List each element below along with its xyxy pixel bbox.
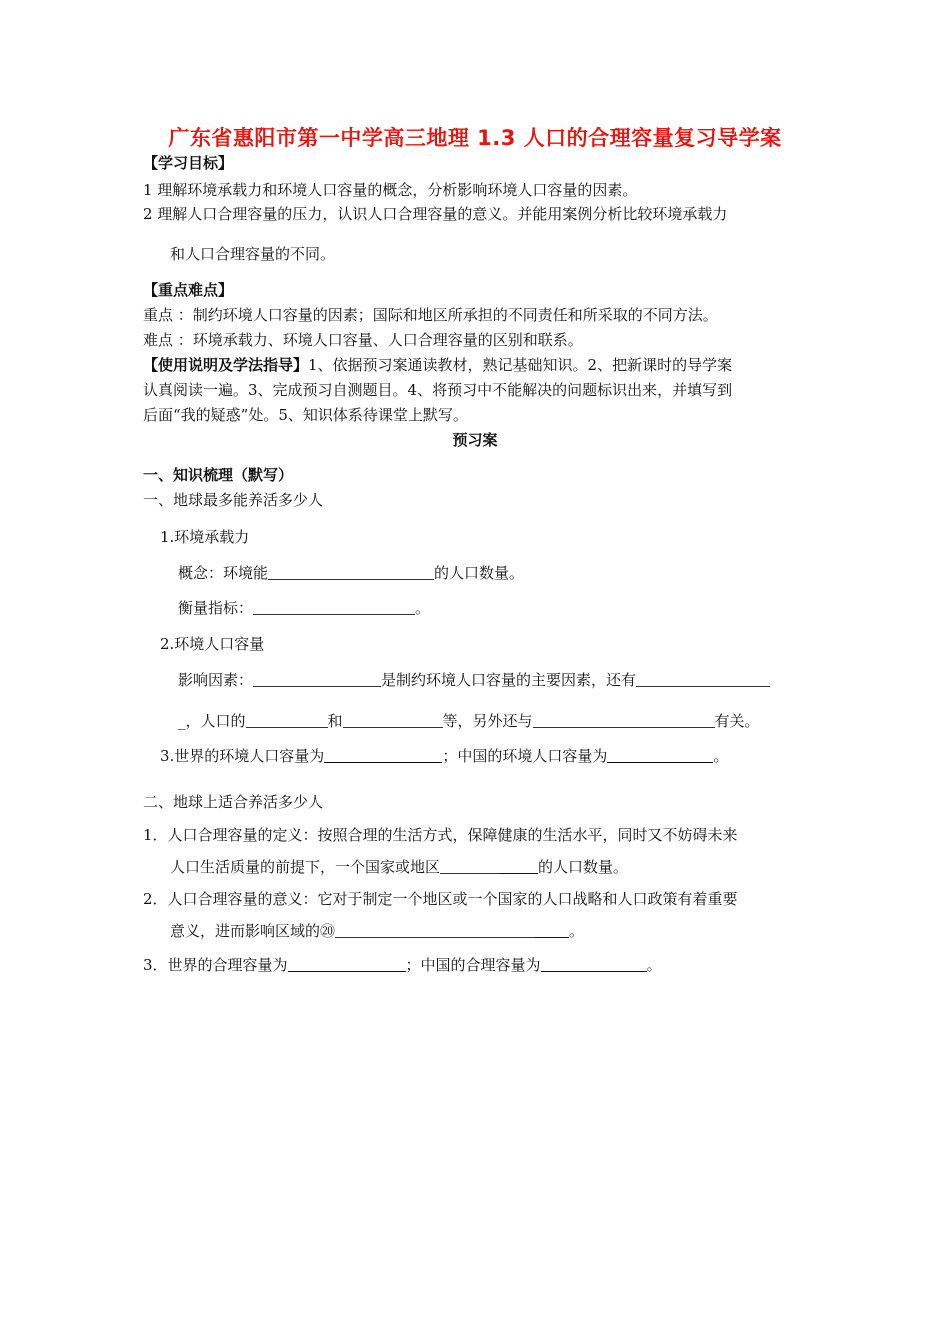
objective-item-2: 2 理解人口合理容量的压力，认识人口合理容量的意义。并能用案例分析比较环境承载力 bbox=[143, 205, 728, 223]
factor-middle: 是制约环境人口容量的主要因素，还有 bbox=[381, 671, 637, 689]
significance-line-1: 2．人口合理容量的意义：它对于制定一个地区或一个国家的人口战略和人口政策有着重要 bbox=[143, 890, 738, 908]
significance-blank-2[interactable] bbox=[535, 921, 569, 938]
factor-blank-2[interactable] bbox=[636, 670, 770, 687]
carrying-capacity-title: 1.环境承载力 bbox=[160, 528, 250, 546]
objective-item-1: 1 理解环境承载力和环境人口容量的概念，分析影响环境人口容量的因素。 bbox=[143, 181, 638, 199]
factor-continued-line bbox=[178, 711, 760, 731]
document-title: 广东省惠阳市第一中学高三地理 1.3 人口的合理容量复习导学案 bbox=[168, 126, 782, 150]
measure-line bbox=[178, 598, 430, 618]
significance-suffix: 。 bbox=[569, 922, 585, 940]
section2-heading: 二、地球上适合养活多少人 bbox=[143, 793, 324, 811]
concept-prefix: 概念：环境能 bbox=[178, 564, 269, 582]
china-env-capacity-label: ；中国的环境人口容量为 bbox=[442, 747, 608, 765]
factor-blank-1[interactable] bbox=[253, 670, 381, 687]
instructions-line-3: 后面“我的疑惑”处。5、知识体系待课堂上默写。 bbox=[143, 406, 468, 424]
factor-cont-1: _，人口的 bbox=[178, 712, 246, 730]
key-points-heading: 【重点难点】 bbox=[143, 281, 234, 299]
instructions-heading: 【使用说明及学法指导】 bbox=[143, 356, 309, 374]
measure-suffix: 。 bbox=[415, 599, 431, 617]
concept-line bbox=[178, 563, 524, 583]
measure-prefix: 衡量指标： bbox=[178, 599, 254, 617]
section1-heading: 一、知识梳理（默写） bbox=[143, 466, 294, 484]
objective-item-2-cont: 和人口合理容量的不同。 bbox=[170, 245, 336, 263]
definition-prefix: 人口生活质量的前提下，一个国家或地区 bbox=[170, 858, 441, 876]
reasonable-capacity-end: 。 bbox=[646, 956, 662, 974]
china-reasonable-capacity-blank[interactable] bbox=[541, 955, 647, 972]
world-reasonable-capacity-blank[interactable] bbox=[288, 955, 406, 972]
factor-blank-3[interactable] bbox=[246, 711, 328, 728]
concept-blank[interactable] bbox=[268, 563, 434, 580]
definition-blank-2[interactable] bbox=[500, 857, 538, 874]
factor-cont-2: 和 bbox=[327, 712, 343, 730]
concept-suffix: 的人口数量。 bbox=[434, 564, 525, 582]
instructions-line-1 bbox=[143, 355, 732, 375]
significance-prefix: 意义，进而影响区域的⑳ bbox=[170, 922, 336, 940]
china-env-capacity-blank[interactable] bbox=[607, 746, 713, 763]
factor-blank-4[interactable] bbox=[343, 711, 443, 728]
definition-suffix: 的人口数量。 bbox=[538, 858, 629, 876]
definition-line-1: 1．人口合理容量的定义：按照合理的生活方式，保障健康的生活水平，同时又不妨碍未来 bbox=[143, 826, 738, 844]
factor-line bbox=[178, 670, 770, 690]
definition-line-2 bbox=[170, 857, 628, 877]
instructions-text-1: 1、依据预习案通读教材，熟记基础知识。2、把新课时的导学案 bbox=[308, 356, 733, 374]
reasonable-capacity-line bbox=[143, 955, 662, 975]
factor-cont-3: 等，另外还与 bbox=[442, 712, 533, 730]
factor-prefix: 影响因素： bbox=[178, 671, 254, 689]
world-reasonable-capacity-label: 3．世界的合理容量为 bbox=[143, 956, 288, 974]
env-capacity-end: 。 bbox=[713, 747, 729, 765]
population-capacity-title: 2.环境人口容量 bbox=[160, 635, 265, 653]
difficulty-point: 难点 ：环境承载力、环境人口容量、人口合理容量的区别和联系。 bbox=[143, 331, 583, 349]
objectives-heading: 【学习目标】 bbox=[143, 154, 234, 172]
world-env-capacity-blank[interactable] bbox=[324, 746, 442, 763]
world-env-capacity-label: 3.世界的环境人口容量为 bbox=[160, 747, 325, 765]
significance-blank-1[interactable] bbox=[335, 921, 535, 938]
section1-subheading: 一、地球最多能养活多少人 bbox=[143, 491, 324, 509]
key-point: 重点 ：制约环境人口容量的因素；国际和地区所承担的不同责任和所采取的不同方法。 bbox=[143, 306, 718, 324]
instructions-line-2: 认真阅读一遍。3、完成预习自测题目。4、将预习中不能解决的问题标识出来，并填写到 bbox=[143, 381, 733, 399]
preview-title: 预习案 bbox=[452, 431, 498, 449]
significance-line-2 bbox=[170, 921, 584, 941]
definition-blank-1[interactable] bbox=[440, 857, 500, 874]
environment-capacity-line bbox=[160, 746, 728, 766]
china-reasonable-capacity-label: ；中国的合理容量为 bbox=[405, 956, 541, 974]
measure-blank[interactable] bbox=[253, 598, 415, 615]
factor-cont-4: 有关。 bbox=[714, 712, 760, 730]
factor-blank-5[interactable] bbox=[533, 711, 715, 728]
